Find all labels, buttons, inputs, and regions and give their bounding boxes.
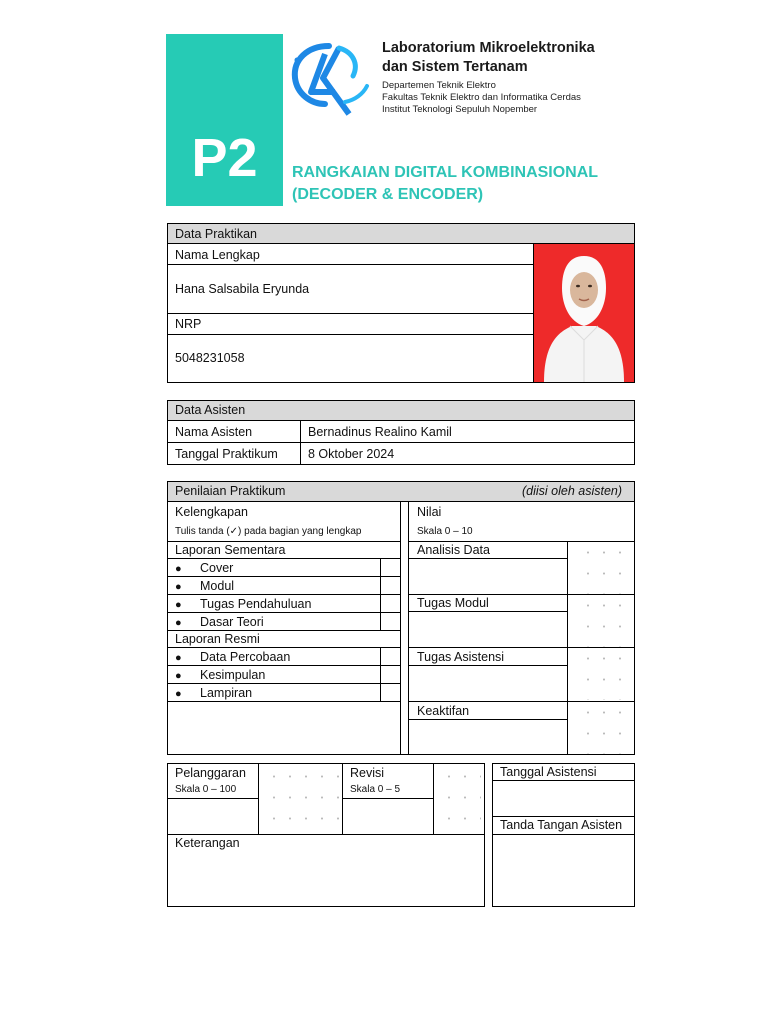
score-dots-pelanggaran xyxy=(262,766,340,830)
checklist-item-dasar-teori: ● xyxy=(175,617,182,629)
lab-logo-icon xyxy=(289,42,371,118)
tanggal-praktikum-label: Tanggal Praktikum xyxy=(175,447,278,461)
kelengkapan-hint: Tulis tanda (✓) pada bagian yang lengkap xyxy=(175,526,362,537)
nama-lengkap-value: Hana Salsabila Eryunda xyxy=(175,282,310,296)
tanda-tangan-label: Tanda Tangan Asisten xyxy=(500,818,623,832)
data-praktikan-header: Data Praktikan xyxy=(175,227,257,241)
laporan-resmi-label: Laporan Resmi xyxy=(175,632,260,646)
tanggal-praktikum-value: 8 Oktober 2024 xyxy=(308,447,395,461)
nrp-label: NRP xyxy=(175,317,202,331)
pelanggaran-label: Pelanggaran xyxy=(175,766,246,780)
revisi-label: Revisi xyxy=(350,766,385,780)
lab-name-line2: dan Sistem Tertanam xyxy=(382,59,528,75)
checklist-item-kesimpulan: ● xyxy=(175,670,182,682)
nama-asisten-value: Bernadinus Realino Kamil xyxy=(308,425,452,439)
revisi-scale: Skala 0 – 5 xyxy=(350,784,401,795)
nilai-scale: Skala 0 – 10 xyxy=(417,526,473,537)
nama-lengkap-label: Nama Lengkap xyxy=(175,248,260,262)
score-dots-keaktifan xyxy=(576,702,628,754)
checklist-label-tugas-pendahuluan: Tugas Pendahuluan xyxy=(200,597,312,611)
tanggal-asistensi-label: Tanggal Asistensi xyxy=(500,765,597,779)
checklist-label-kesimpulan: Kesimpulan xyxy=(200,668,266,682)
score-dots-revisi xyxy=(437,766,481,830)
penilaian-note: (diisi oleh asisten) xyxy=(522,484,623,498)
score-dots-tugas-asistensi xyxy=(576,648,628,700)
dept-line2: Fakultas Teknik Elektro dan Informatika Cerdas xyxy=(382,92,581,103)
dept-line1: Departemen Teknik Elektro xyxy=(382,80,496,91)
checklist-label-dasar-teori: Dasar Teori xyxy=(200,615,264,629)
checklist-label-modul: Modul xyxy=(200,579,235,593)
tugas-modul-label: Tugas Modul xyxy=(417,596,489,610)
nrp-value: 5048231058 xyxy=(175,351,245,365)
practicum-code: P2 xyxy=(191,128,258,188)
checklist-item-data-percobaan: ● xyxy=(175,652,182,664)
checklist-label-data-percobaan: Data Percobaan xyxy=(200,650,291,664)
checklist-label-lampiran: Lampiran xyxy=(200,686,253,700)
score-dots-tugas-modul xyxy=(576,595,628,647)
checklist-item-modul: ● xyxy=(175,581,182,593)
keaktifan-label: Keaktifan xyxy=(417,704,470,718)
pelanggaran-scale: Skala 0 – 100 xyxy=(175,784,237,795)
dept-line3: Institut Teknologi Sepuluh Nopember xyxy=(382,104,538,115)
data-asisten-header: Data Asisten xyxy=(175,403,246,417)
keterangan-label: Keterangan xyxy=(175,836,240,850)
checklist-item-tugas-pendahuluan: ● xyxy=(175,599,182,611)
laporan-sementara-label: Laporan Sementara xyxy=(175,543,286,557)
student-photo xyxy=(534,244,634,382)
title-line2: (DECODER & ENCODER) xyxy=(292,186,484,203)
checklist-item-cover: ● xyxy=(175,563,182,575)
checklist-label-cover: Cover xyxy=(200,561,234,575)
analisis-data-label: Analisis Data xyxy=(417,543,490,557)
checklist-item-lampiran: ● xyxy=(175,688,182,700)
nama-asisten-label: Nama Asisten xyxy=(175,425,253,439)
kelengkapan-label: Kelengkapan xyxy=(175,505,248,519)
asistensi-box xyxy=(492,763,635,907)
tugas-asistensi-label: Tugas Asistensi xyxy=(417,650,505,664)
title-line1: RANGKAIAN DIGITAL KOMBINASIONAL xyxy=(292,164,599,181)
penilaian-header: Penilaian Praktikum xyxy=(175,484,286,498)
lab-name-line1: Laboratorium Mikroelektronika xyxy=(382,40,595,56)
score-dots-analisis xyxy=(576,542,628,594)
nilai-label: Nilai xyxy=(417,505,442,519)
